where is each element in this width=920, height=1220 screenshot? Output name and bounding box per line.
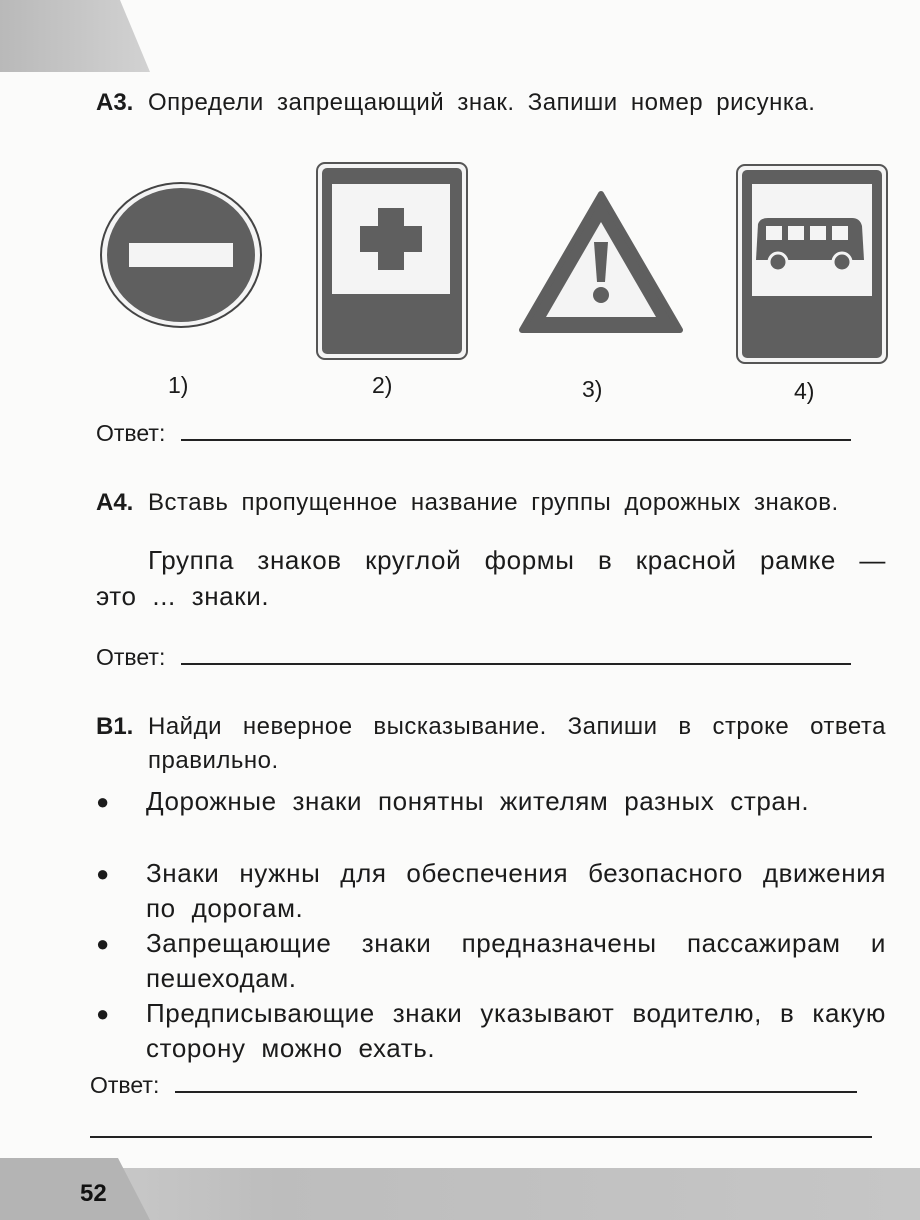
bus-stop-sign-icon [736,164,888,364]
list-item-text: Знаки нужны для обеспечения безопасного движения по дорогам. [146,858,886,923]
list-item [96,784,886,819]
task-prompt: Группа знаков круглой формы в красной рамке — это ... знаки. [96,545,886,611]
task-text: Определи запрещающий знак. Запиши номер рисунка. [148,89,816,116]
list-item [96,926,886,996]
task-code: А3. [96,89,134,116]
list-item-text: Дорожные знаки понятны жителям разных стран. [146,786,810,816]
sign-number: 2) [372,372,393,398]
no-entry-sign-icon [98,180,264,330]
bullet-icon: ● [96,1001,110,1026]
answer-line[interactable] [175,1091,857,1093]
bullet-icon: ● [96,861,110,886]
answer-label: Ответ: [96,420,166,446]
task-a3 [96,86,886,120]
answer-row-a3 [96,420,851,447]
list-item-text: Запрещающие знаки предназначены пассажирам и пешеходам. [146,928,886,993]
list-item [96,856,886,926]
corner-decoration [0,0,150,72]
list-item [96,996,886,1066]
task-code: В1. [96,713,134,740]
danger-warning-sign-icon [518,190,684,336]
list-item-text: Предписывающие знаки указывают водителю, в какую сторону можно ехать. [146,998,886,1063]
first-aid-sign-icon [316,162,468,360]
task-text: Найди неверное высказывание. Запиши в строке ответа правильно. [148,713,886,774]
page-number: 52 [80,1180,107,1207]
answer-label: Ответ: [90,1072,160,1098]
task-text: Вставь пропущенное название группы дорожных знаков. [148,489,839,516]
answer-row-b1 [90,1072,857,1099]
sign-number: 3) [582,376,603,402]
bullet-icon: ● [96,789,110,814]
task-code: А4. [96,489,134,516]
answer-label: Ответ: [96,644,166,670]
task-a4 [96,486,886,614]
sign-number: 1) [168,372,189,398]
answer-line[interactable] [181,663,851,665]
answer-line[interactable] [181,439,851,441]
task-b1 [96,710,886,778]
bullet-icon: ● [96,931,110,956]
sign-number: 4) [794,378,815,404]
answer-row-a4 [96,644,851,671]
answer-line-extra[interactable] [90,1136,872,1138]
